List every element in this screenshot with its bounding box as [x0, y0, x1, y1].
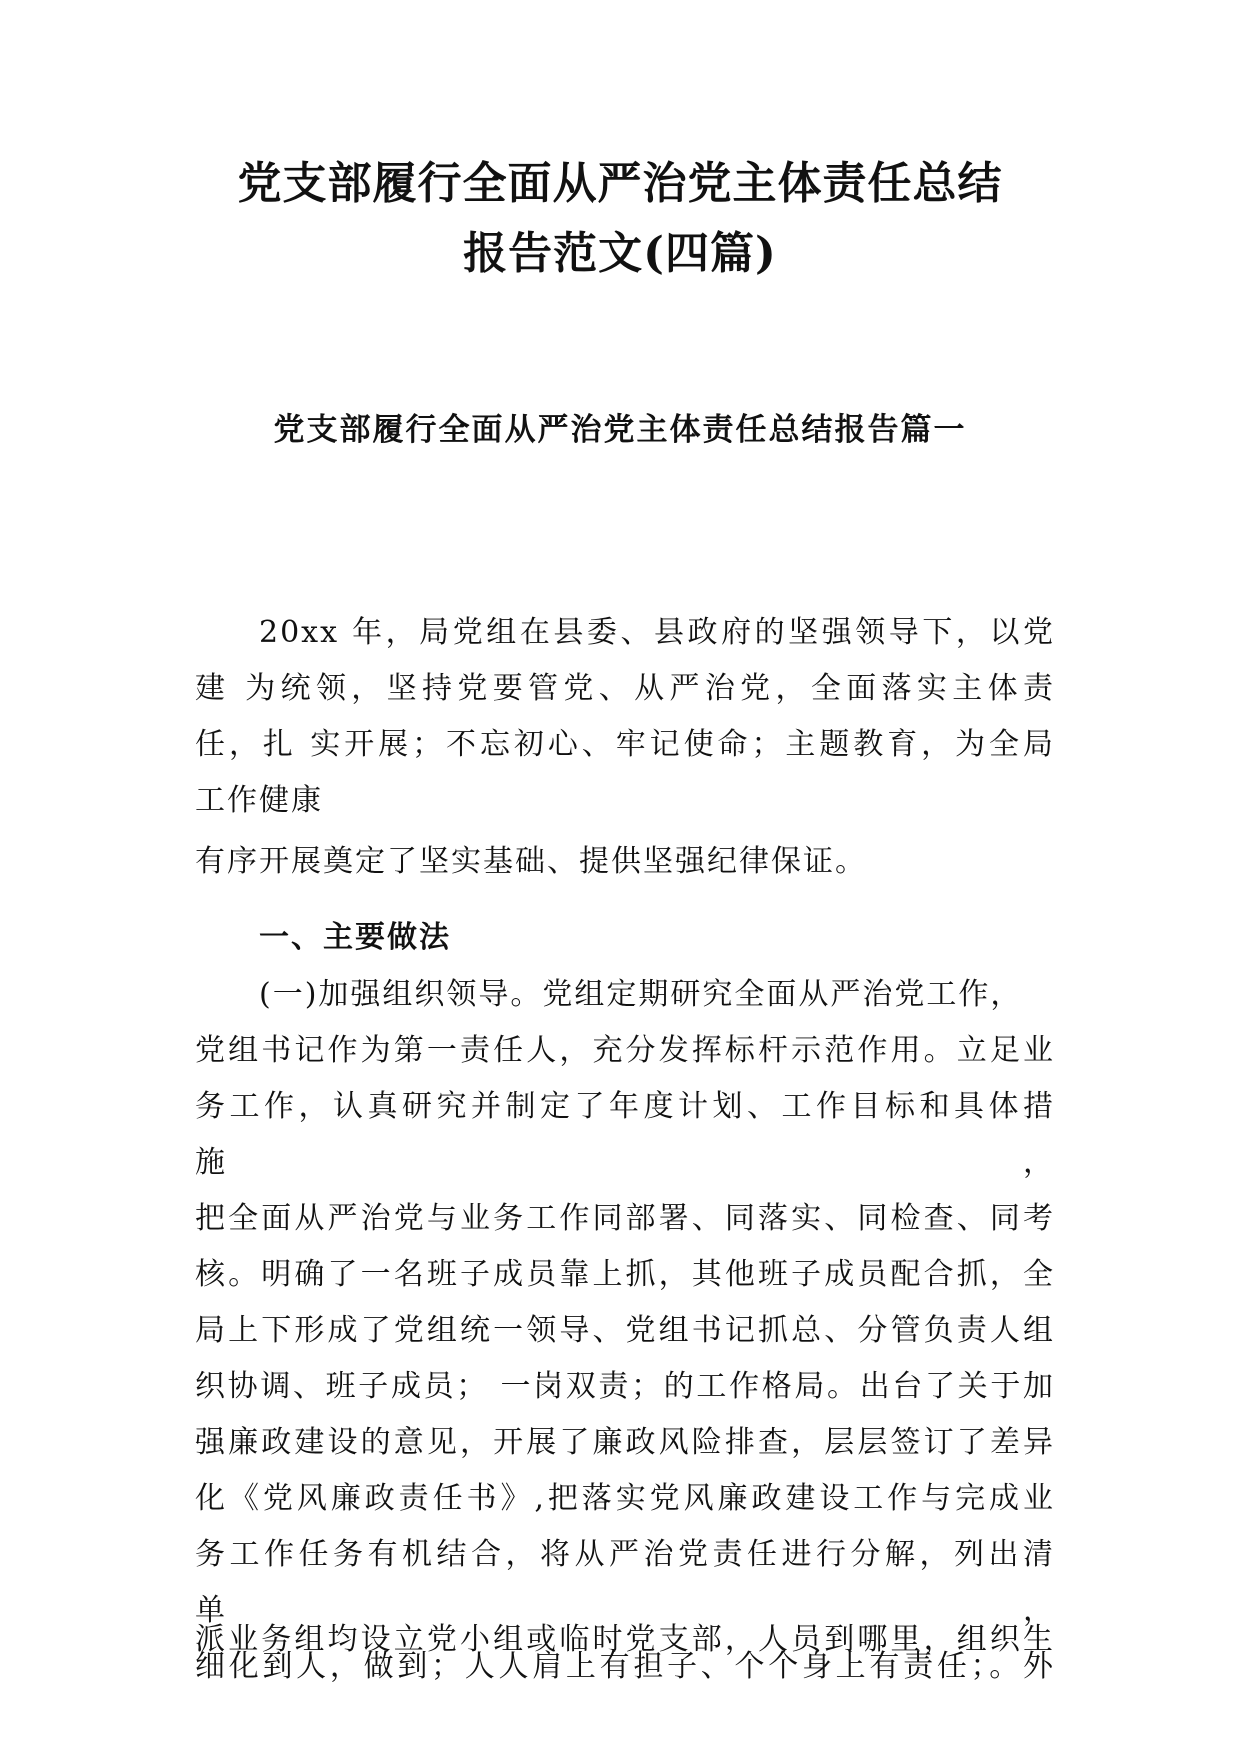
paragraph-line: 细化到人，做到；人人肩上有担子、个个身上有责任；。外	[195, 1649, 1055, 1684]
paragraph-line: 务工作，认真研究并制定了年度计划、工作目标和具体措施，	[195, 1089, 1055, 1180]
paragraph-line: 建 为统领，坚持党要管党、从严治党，全面落实主体责	[195, 671, 1055, 706]
intro-tail-paragraph	[195, 834, 1055, 890]
paragraph-line: 工作健康	[195, 783, 323, 818]
paragraph-line: 党组书记作为第一责任人，充分发挥标杆示范作用。立足业	[195, 1033, 1055, 1068]
heading-main-practices: 一、主要做法	[259, 920, 451, 955]
body-paragraph	[195, 967, 1055, 1695]
paragraph-line: 织协调、班子成员； 一岗双责；的工作格局。出台了关于加	[195, 1369, 1055, 1404]
section-title: 党支部履行全面从严治党主体责任总结报告篇一	[273, 412, 967, 448]
intro-paragraph	[195, 605, 1055, 829]
paragraph-line: 务工作任务有机结合，将从严治党责任进行分解，列出清单，	[195, 1537, 1055, 1628]
paragraph-line: 强廉政建设的意见，开展了廉政风险排查，层层签订了差异	[195, 1425, 1055, 1460]
paragraph-line: 局上下形成了党组统一领导、党组书记抓总、分管负责人组	[195, 1313, 1055, 1348]
document-title-line-1: 党支部履行全面从严治党主体责任总结	[237, 158, 1003, 209]
paragraph-line: 把全面从严治党与业务工作同部署、同落实、同检查、同考	[195, 1201, 1055, 1236]
paragraph-line: 任，扎 实开展；不忘初心、牢记使命；主题教育，为全局	[195, 727, 1055, 762]
paragraph-line: 化《党风廉政责任书》,把落实党风廉政建设工作与完成业	[195, 1481, 1055, 1516]
paragraph-line: 有序开展奠定了坚实基础、提供坚强纪律保证。	[195, 844, 867, 879]
paragraph-line: (一)加强组织领导。党组定期研究全面从严治党工作，	[259, 977, 1023, 1012]
document-title-line-2: 报告范文(四篇)	[463, 228, 777, 279]
final-paragraph-line	[195, 1612, 1055, 1668]
paragraph-line: 核。明确了一名班子成员靠上抓，其他班子成员配合抓，全	[195, 1257, 1055, 1292]
paragraph-line: 20xx 年，局党组在县委、县政府的坚强领导下，以党	[259, 615, 1055, 650]
paragraph-line: 派业务组均设立党小组或临时党支部，人员到哪里，组织生	[195, 1622, 1055, 1657]
